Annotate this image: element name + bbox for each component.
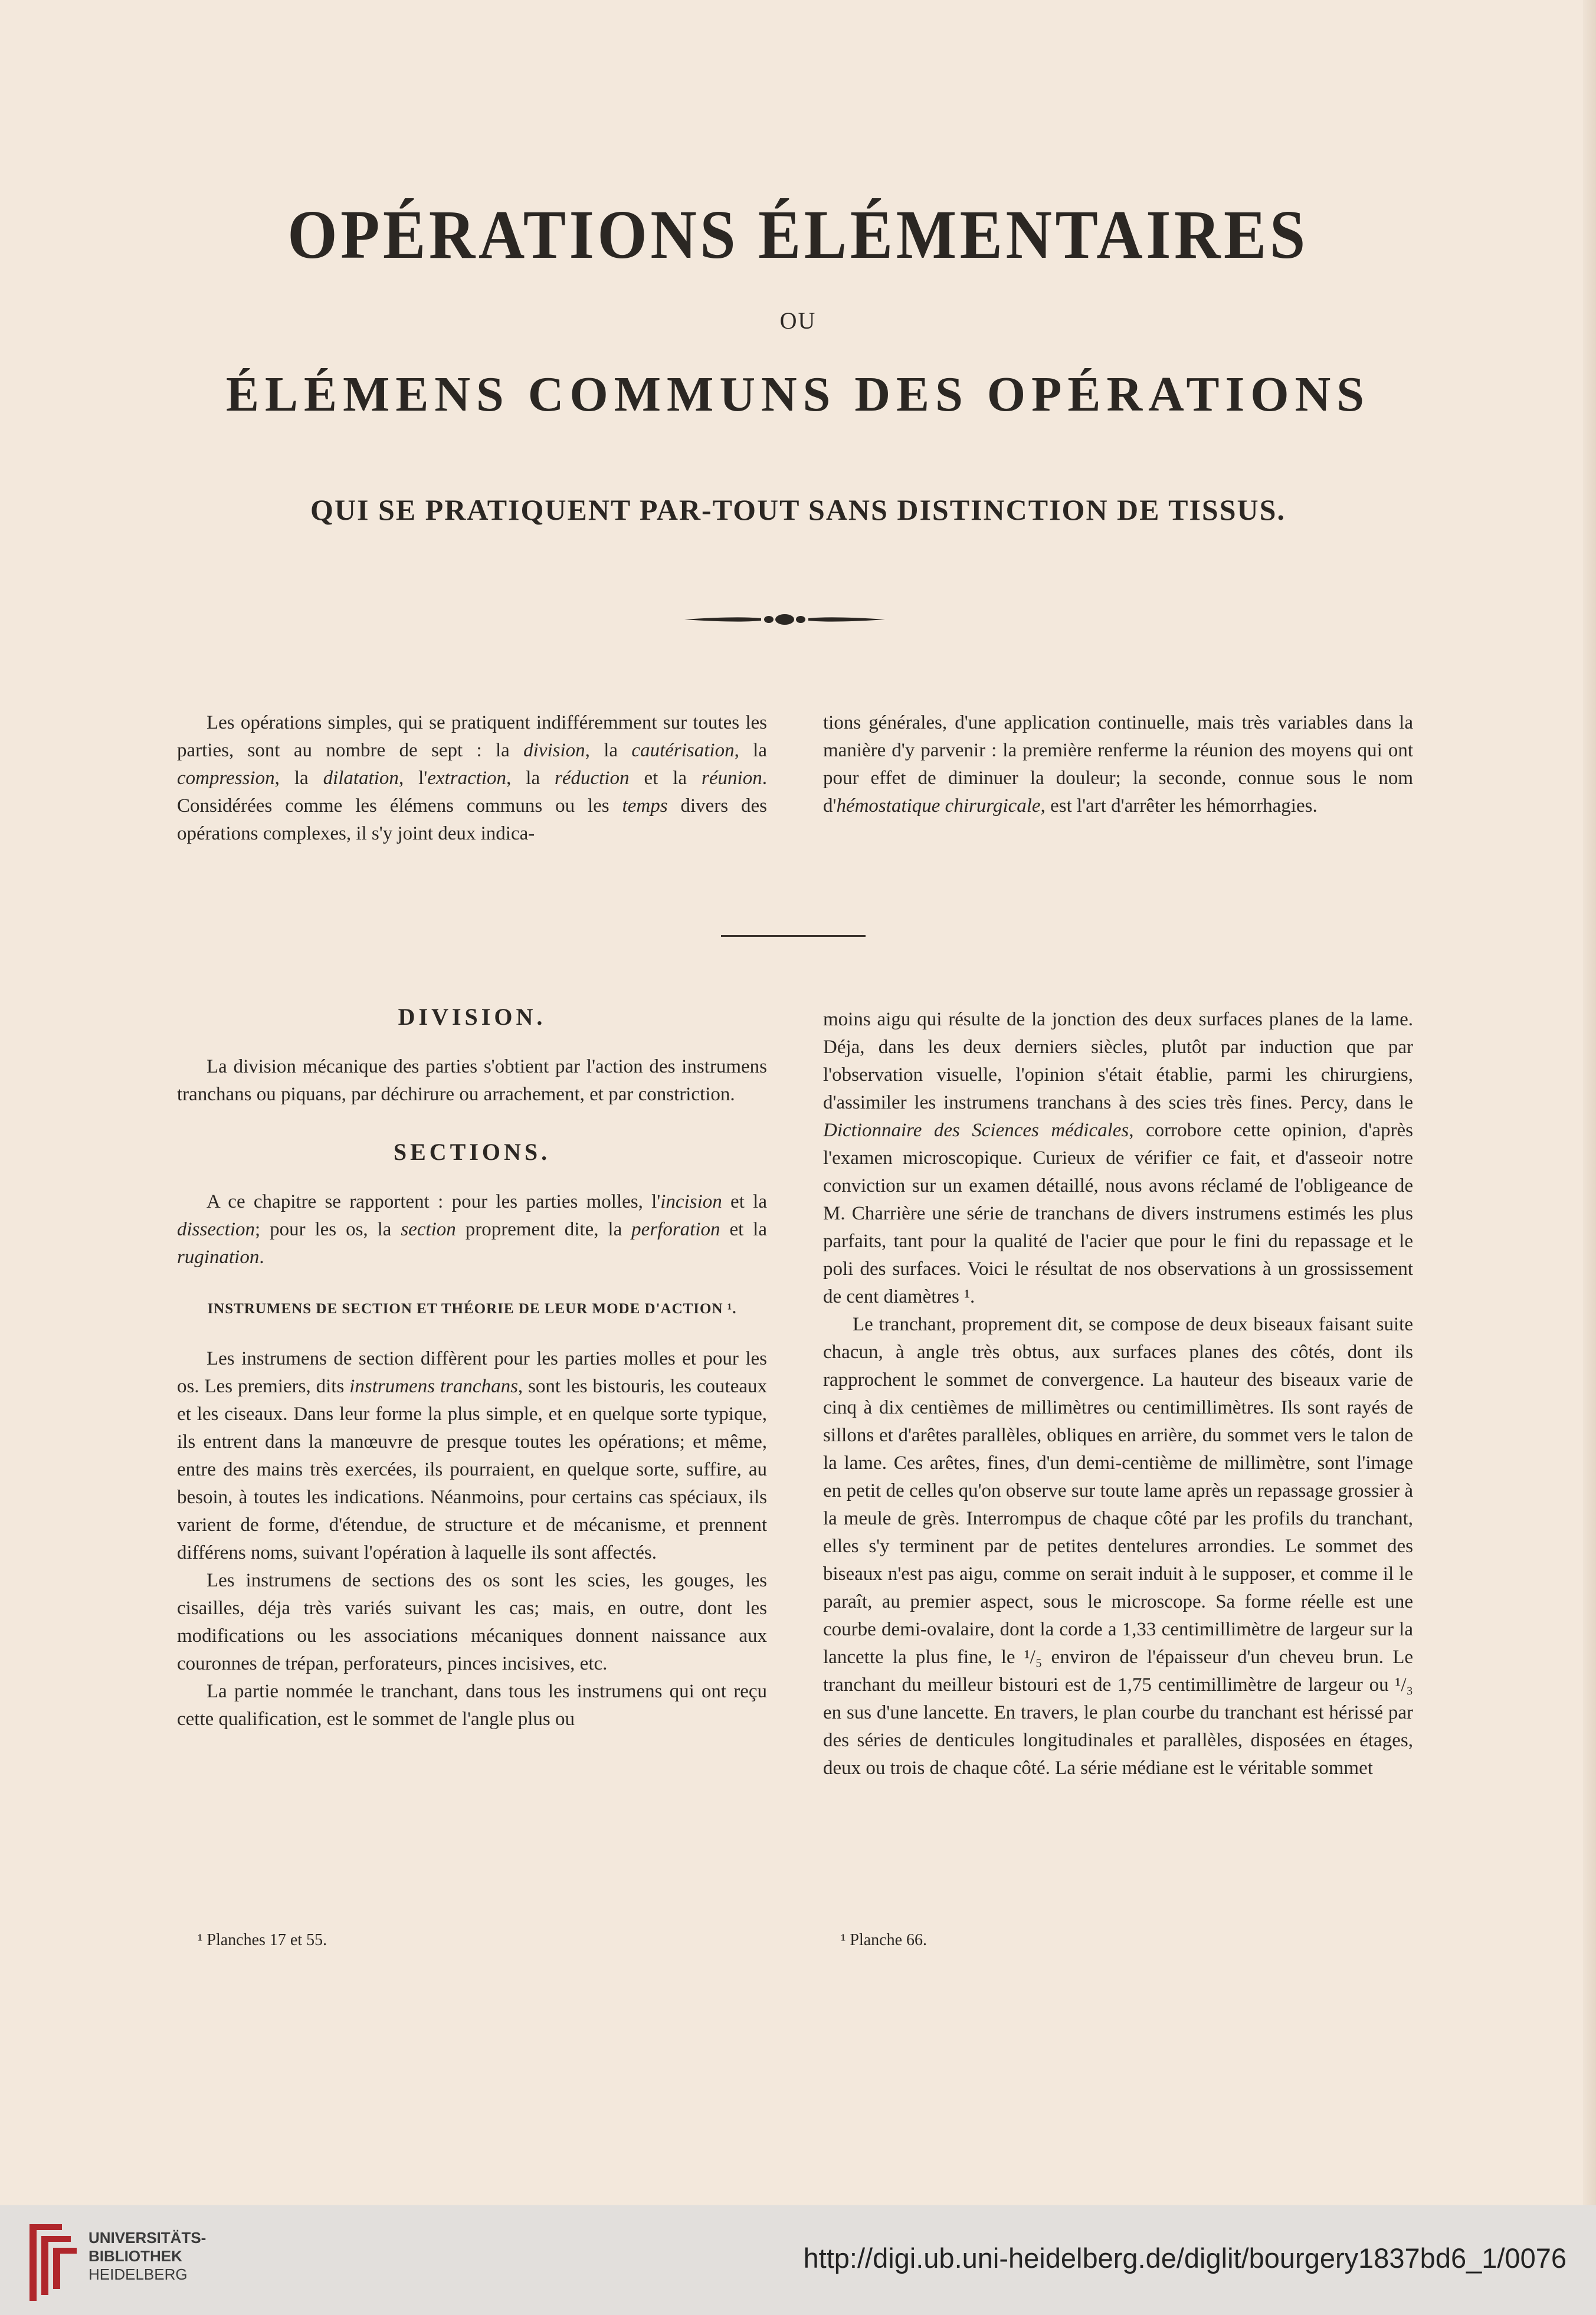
instrumens-paragraph-2: Les instrumens de sections des os sont les scies, les gouges, les cisailles, déja très variés suivant les cas; mais, en outre, dont les modifications ou les associations mécaniques donnent naissance aux couronnes de trépan, perforateurs, pinces incisives, etc. (177, 1570, 767, 1674)
library-name-line-1: UNIVERSITÄTS- (89, 2229, 207, 2247)
instrumens-heading: INSTRUMENS DE SECTION ET THÉORIE DE LEUR MODE D'ACTION ¹. (207, 1301, 737, 1317)
university-library-logo-icon (18, 2212, 83, 2307)
intro-paragraph-left: Les opérations simples, qui se pratiquent indifféremment sur toutes les parties, sont au nombre de sept : la division, la cautérisation, la compression, la dilatation, l'extraction, la réduction et la réunion. Considérées comme les élémens communs ou les temps divers des opérations complexes, il s'y joint deux indica- (177, 712, 767, 844)
footnote-right: ¹ Planche 66. (841, 1931, 928, 1949)
tranchant-paragraph-2: Le tranchant, proprement dit, se compose de deux biseaux faisant suite chacun, à angle très obtus, aux surfaces planes des côtés, dont ils rapprochent le sommet de convergence. La hauteur des biseaux varie de cinq à dix centièmes de millimètres ou centimillimètres. Ils sont rayés de sillons et d'arêtes parallèles, obliques en arrière, du sommet vers le talon de la lame. Ces arêtes, fines, d'un demi-centième de millimètre, sont l'image en petit de celles qu'on observe sur toute lame après un repassage grossier à la meule de grès. Interrompus de chaque côté par les profils du tranchant, elles s'y terminent par de petites dentelures arrondies. Le sommet des biseaux n'est pas aigu, comme on serait induit à le supposer, et comme il le paraît, au premier aspect, sous le microscope. Sa forme réelle est une courbe demi-ovalaire, dont la corde a 1,33 centimillimètre de largeur sur la lancette la plus fine, le ¹/₅ environ de l'épaisseur d'un cheveu brun. Le tranchant du meilleur bistouri est de 1,75 centimillimètre de largeur ou ¹/₃ en sus d'une lancette. En travers, le plan courbe du tranchant est hérissé par des séries de denticules longitudinales et parallèles, disposées en étages, deux ou trois de chaque côté. La série médiane est le véritable sommet (823, 1314, 1413, 1779)
body-right-column (823, 1006, 1413, 1782)
title-connector: OU (779, 307, 817, 334)
subtitle-line-2: QUI SE PRATIQUENT PAR-TOUT SANS DISTINCTION DE TISSUS. (310, 493, 1286, 526)
library-name-line-3: HEIDELBERG (89, 2265, 188, 2283)
division-paragraph: La division mécanique des parties s'obtient par l'action des instrumens tranchans ou piquans, par déchirure ou arrachement, et par constriction. (177, 1056, 767, 1105)
division-heading: DIVISION. (398, 1004, 546, 1030)
footnote-left: ¹ Planches 17 et 55. (198, 1931, 327, 1949)
intro-paragraph-right: tions générales, d'une application continuelle, mais très variables dans la manière d'y parvenir : la première renferme la réunion des moyens qui ont pour effet de diminuer la douleur; la seconde, connue sous le nom d'hémostatique chirurgicale, est l'art d'arrêter les hémorrhagies. (823, 712, 1413, 817)
instrumens-paragraph-3: La partie nommée le tranchant, dans tous les instrumens qui ont reçu cette qualification, est le sommet de l'angle plus ou (177, 1681, 767, 1730)
permalink-url[interactable]: http://digi.ub.uni-heidelberg.de/diglit/bourgery1837bd6_1/0076 (803, 2242, 1566, 2274)
library-name (89, 2229, 206, 2284)
sections-paragraph: A ce chapitre se rapportent : pour les parties molles, l'incision et la dissection; pour les os, la section proprement dite, la perforation et la rugination. (177, 1191, 767, 1268)
library-name-line-2: BIBLIOTHEK (89, 2247, 182, 2265)
tranchant-paragraph-1: moins aigu qui résulte de la jonction des deux surfaces planes de la lame. Déja, dans les deux derniers siècles, plutôt par induction que par l'observation visuelle, l'opinion s'était établie, parmi les chirurgiens, d'assimiler les instrumens tranchans à des scies très fines. Percy, dans le Dictionnaire des Sciences médicales, corrobore cette opinion, d'après l'examen microscopique. Curieux de vérifier ce fait, et d'asseoir notre conviction sur un examen détaillé, nous avons réclamé de l'obligeance de M. Charrière une série de tranchans de divers instrumens estimés les plus parfaits, tant pour la qualité de l'acier que pour le fini du repassage et le poli des surfaces. Voici le résultat de nos observations à un grossissement de cent diamètres ¹. (823, 1009, 1413, 1307)
intro-right-column (823, 709, 1413, 820)
section-rule (721, 935, 866, 937)
subtitle: ÉLÉMENS COMMUNS DES OPÉRATIONS (226, 367, 1370, 422)
instrumens-paragraph-1: Les instrumens de section diffèrent pour les parties molles et pour les os. Les premiers, dits instrumens tranchans, sont les bistouris, les couteaux et les ciseaux. Dans leur forme la plus simple, et en quelque sorte typique, ils entrent dans la manœuvre de presque toutes les opérations; et même, entre des mains très exercées, ils pourraient, en quelque sorte, suffire, au besoin, à toutes les indications. Néanmoins, pour certains cas spéciaux, ils varient de forme, d'étendue, de structure et de mécanisme, et prennent différens noms, suivant l'opération à laquelle ils sont affectés. (177, 1348, 767, 1563)
ornament-divider (684, 608, 885, 631)
body-left-column (177, 1003, 767, 1733)
sections-heading: SECTIONS. (393, 1139, 551, 1165)
intro-left-column (177, 709, 767, 848)
main-title: OPÉRATIONS ÉLÉMENTAIRES (287, 196, 1309, 273)
